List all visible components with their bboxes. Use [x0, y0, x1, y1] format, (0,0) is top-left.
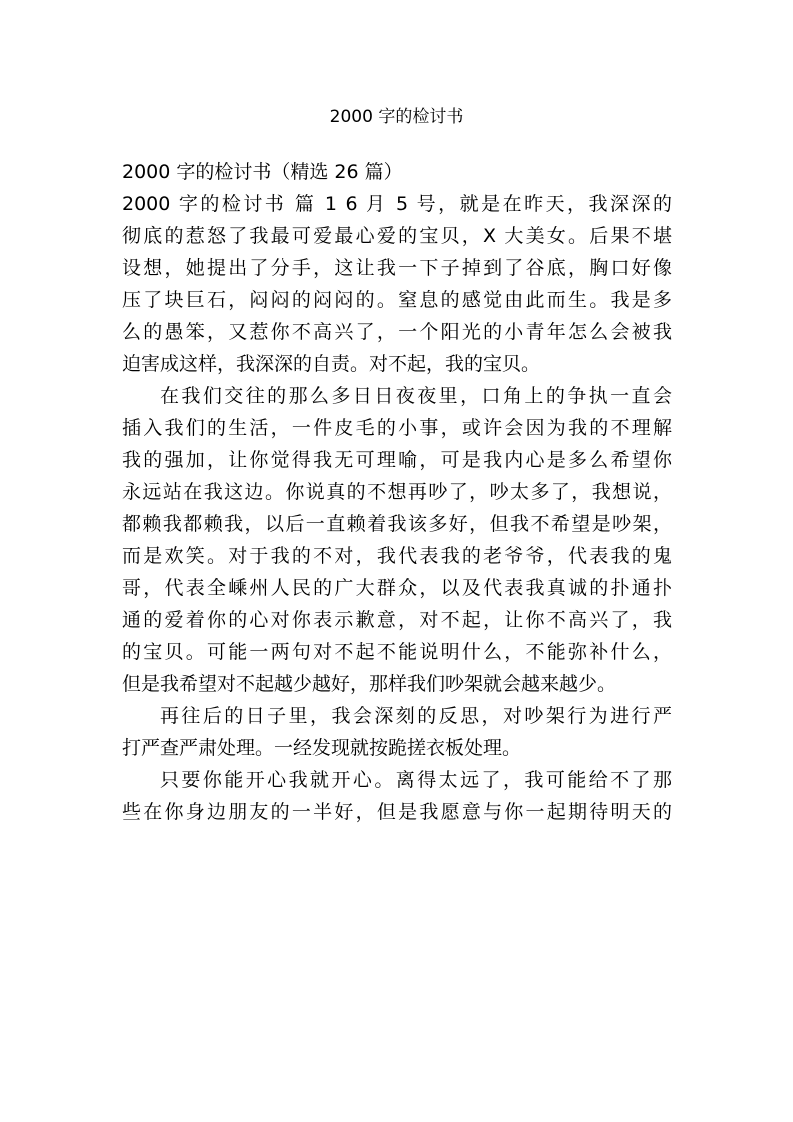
text-line: 2000 字的检讨书 篇 1 6 月 5 号，就是在昨天，我深深的 — [122, 193, 672, 215]
text-line: 插入我们的生活，一件皮毛的小事，或许会因为我的不理解 — [122, 417, 672, 439]
text-line: 么的愚笨，又惹你不高兴了，一个阳光的小青年怎么会被我 — [122, 321, 672, 343]
text-line: 设想，她提出了分手，这让我一下子掉到了谷底，胸口好像 — [122, 257, 672, 279]
text-line: 彻底的惹怒了我最可爱最心爱的宝贝，X 大美女。后果不堪 — [122, 225, 672, 247]
subtitle-line: 2000 字的检讨书（精选 26 篇） — [122, 161, 403, 183]
text-line: 永远站在我这边。你说真的不想再吵了，吵太多了，我想说， — [122, 481, 672, 503]
text-line: 哥，代表全嵊州人民的广大群众，以及代表我真诚的扑通扑 — [122, 577, 672, 599]
text-line: 在我们交往的那么多日日夜夜里，口角上的争执一直会 — [160, 385, 672, 407]
text-line: 但是我希望对不起越少越好，那样我们吵架就会越来越少。 — [122, 673, 617, 695]
text-line: 迫害成这样，我深深的自责。对不起，我的宝贝。 — [122, 353, 541, 375]
text-line: 通的爱着你的心对你表示歉意，对不起，让你不高兴了，我 — [122, 609, 672, 631]
document-body — [122, 156, 672, 828]
text-line: 打严查严肃处理。一经发现就按跪搓衣板处理。 — [122, 737, 522, 759]
text-line: 而是欢笑。对于我的不对，我代表我的老爷爷，代表我的鬼 — [122, 545, 672, 567]
text-line: 再往后的日子里，我会深刻的反思，对吵架行为进行严 — [160, 705, 672, 727]
document-title: 2000 字的检讨书 — [329, 107, 464, 127]
text-line: 些在你身边朋友的一半好，但是我愿意与你一起期待明天的 — [122, 801, 672, 823]
text-line: 我的强加，让你觉得我无可理喻，可是我内心是多么希望你 — [122, 449, 672, 471]
text-line: 只要你能开心我就开心。离得太远了，我可能给不了那 — [160, 769, 672, 791]
text-line: 压了块巨石，闷闷的闷闷的。窒息的感觉由此而生。我是多 — [122, 289, 672, 311]
text-line: 的宝贝。可能一两句对不起不能说明什么，不能弥补什么， — [122, 641, 672, 663]
text-line: 都赖我都赖我，以后一直赖着我该多好，但我不希望是吵架， — [122, 513, 672, 535]
